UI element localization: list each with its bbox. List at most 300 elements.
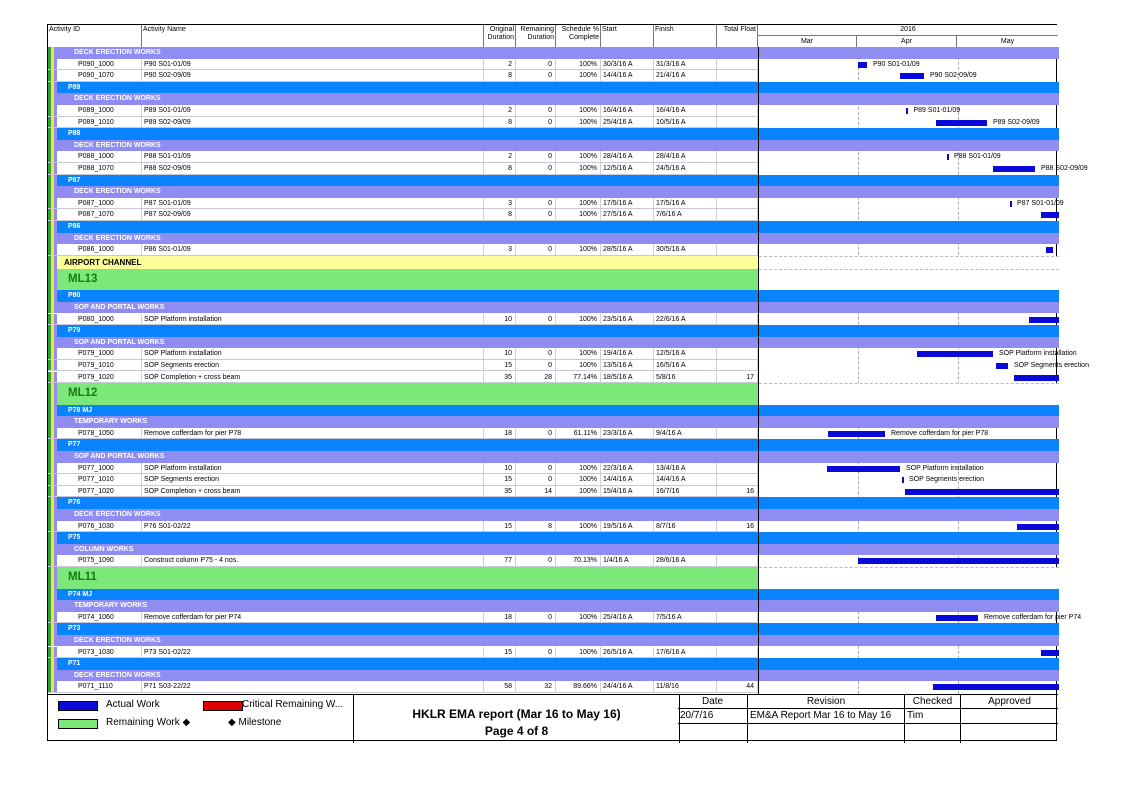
gantt-band — [759, 497, 1059, 509]
outline-stripe — [54, 451, 57, 463]
checked-empty-cell — [905, 724, 961, 743]
col-remaining-duration-label-1: Remaining — [520, 26, 554, 33]
activity-name-cell: Construct column P75 - 4 nos. — [142, 555, 484, 566]
outline-stripe — [54, 681, 57, 692]
pier-group-row[interactable] — [48, 589, 758, 601]
gantt-band — [759, 233, 1059, 245]
activity-id-cell: P079_1020 — [58, 372, 142, 383]
activity-id-cell: P080_1000 — [58, 314, 142, 325]
gantt-bar[interactable] — [936, 120, 987, 126]
start-date-cell: 25/4/16 A — [601, 612, 654, 623]
pier-group-row[interactable] — [48, 497, 758, 509]
total-float-cell — [717, 117, 758, 128]
activity-id-cell: P089_1010 — [58, 117, 142, 128]
gantt-band — [759, 544, 1059, 556]
activity-id-cell: P077_1010 — [58, 474, 142, 485]
col-original-duration[interactable] — [484, 25, 516, 47]
group-label: P86 — [68, 223, 81, 230]
schedule-complete-cell: 100% — [556, 151, 601, 162]
activity-id-cell: P087_1070 — [58, 209, 142, 220]
gantt-bar[interactable] — [858, 62, 867, 68]
group-label: P79 — [68, 327, 81, 335]
total-float-cell — [717, 163, 758, 174]
total-float-cell — [717, 198, 758, 209]
pier-group-row[interactable] — [48, 175, 758, 187]
schedule-sheet — [47, 24, 1089, 741]
schedule-complete-cell: 100% — [556, 163, 601, 174]
works-group-row[interactable] — [48, 337, 758, 349]
group-label: DECK ERECTION WORKS — [74, 141, 161, 149]
approved-value — [961, 709, 1058, 724]
col-activity-id-label: Activity ID — [49, 26, 81, 33]
gantt-bar-label: SOP Segments erection — [1014, 361, 1089, 369]
col-schedule-complete[interactable] — [556, 25, 601, 47]
original-duration-cell: 18 — [484, 612, 516, 623]
gantt-bar[interactable] — [827, 466, 901, 472]
schedule-complete-cell: 100% — [556, 360, 601, 371]
schedule-complete-cell: 89.66% — [556, 681, 601, 692]
gantt-bar[interactable] — [996, 363, 1008, 369]
group-label: SOP AND PORTAL WORKS — [74, 338, 165, 346]
outline-stripe — [54, 416, 57, 428]
activity-id-cell: P088_1000 — [58, 151, 142, 162]
remaining-duration-cell: 14 — [516, 486, 556, 497]
outline-stripe — [54, 555, 57, 566]
outline-stripe — [54, 383, 57, 405]
start-date-cell: 26/5/16 A — [601, 647, 654, 658]
gantt-bar[interactable] — [828, 431, 885, 437]
activity-name-cell: P89 S02-09/09 — [142, 117, 484, 128]
schedule-complete-cell: 100% — [556, 209, 601, 220]
col-finish[interactable] — [654, 25, 717, 47]
col-activity-name-label: Activity Name — [143, 26, 186, 33]
works-group-row[interactable] — [48, 47, 758, 59]
section-row[interactable] — [48, 383, 758, 405]
gantt-bar[interactable] — [1029, 317, 1059, 323]
gantt-bar[interactable] — [917, 351, 994, 357]
schedule-complete-cell: 61.11% — [556, 428, 601, 439]
works-group-row[interactable] — [48, 233, 758, 245]
remaining-duration-cell: 0 — [516, 59, 556, 70]
gantt-bar-label: P90 S01-01/09 — [873, 60, 920, 68]
activity-row[interactable] — [48, 198, 758, 210]
gantt-bar[interactable] — [902, 477, 904, 483]
activity-row[interactable] — [48, 474, 758, 486]
start-date-cell: 30/3/16 A — [601, 59, 654, 70]
outline-stripe — [54, 256, 57, 269]
original-duration-cell: 2 — [484, 151, 516, 162]
outline-stripe — [54, 623, 57, 635]
gantt-bar-label: P89 S02-09/09 — [993, 118, 1040, 126]
col-remaining-duration-label-2: Duration — [527, 34, 554, 41]
original-duration-cell: 35 — [484, 486, 516, 497]
total-float-cell — [717, 70, 758, 81]
total-float-cell: 17 — [717, 372, 758, 383]
activity-row[interactable] — [48, 372, 758, 384]
start-date-cell: 27/5/16 A — [601, 209, 654, 220]
outline-stripe — [54, 567, 57, 589]
activity-row[interactable] — [48, 151, 758, 163]
activity-row[interactable] — [48, 163, 758, 175]
group-label: P78 MJ — [68, 406, 93, 414]
page-number: Page 4 of 8 — [484, 724, 549, 738]
activity-id-cell: P089_1000 — [58, 105, 142, 116]
activity-name-cell: SOP Platform installation — [142, 314, 484, 325]
start-date-cell: 16/4/16 A — [601, 105, 654, 116]
activity-name-cell: P73 S01-02/22 — [142, 647, 484, 658]
col-activity-name[interactable] — [142, 25, 484, 47]
gantt-bar-label: SOP Platform installation — [999, 350, 1077, 358]
pier-group-row[interactable] — [48, 221, 758, 233]
gantt-bar[interactable] — [905, 489, 1060, 495]
gantt-band — [759, 635, 1059, 647]
outline-stripe — [54, 117, 57, 128]
gantt-chart — [758, 47, 1089, 694]
outline-stripe — [54, 175, 57, 187]
gantt-bar[interactable] — [947, 154, 949, 160]
outline-stripe — [54, 497, 57, 509]
pier-group-row[interactable] — [48, 439, 758, 451]
col-remaining-duration[interactable] — [516, 25, 556, 47]
col-activity-id[interactable] — [48, 25, 142, 47]
gantt-bar[interactable] — [993, 166, 1035, 172]
group-label: DECK ERECTION WORKS — [74, 234, 161, 242]
outline-stripe — [54, 544, 57, 556]
outline-stripe — [54, 209, 57, 220]
section-row[interactable] — [48, 567, 758, 589]
activity-row[interactable] — [48, 521, 758, 533]
schedule-complete-cell: 100% — [556, 198, 601, 209]
group-label: P88 — [68, 130, 81, 138]
gantt-bar[interactable] — [900, 73, 924, 79]
activity-row[interactable] — [48, 612, 758, 624]
remaining-duration-cell: 0 — [516, 474, 556, 485]
gantt-bar[interactable] — [906, 108, 908, 114]
finish-date-cell: 9/4/16 A — [654, 428, 717, 439]
total-float-cell — [717, 244, 758, 255]
group-label: ML12 — [68, 387, 98, 400]
activity-name-cell: P88 S01-01/09 — [142, 151, 484, 162]
works-group-row[interactable] — [48, 600, 758, 612]
finish-date-cell: 10/5/16 A — [654, 117, 717, 128]
works-group-row[interactable] — [48, 544, 758, 556]
pier-group-row[interactable] — [48, 290, 758, 302]
finish-date-cell: 17/6/16 A — [654, 647, 717, 658]
gantt-bar[interactable] — [858, 558, 1059, 564]
gantt-band — [759, 175, 1059, 187]
activity-row[interactable] — [48, 209, 758, 221]
gantt-band — [759, 82, 1059, 94]
activity-name-cell: P90 S02-09/09 — [142, 70, 484, 81]
date-empty-cell — [678, 724, 748, 743]
activity-row[interactable] — [48, 428, 758, 440]
gantt-bar-label: P90 S02-09/09 — [930, 72, 977, 80]
group-label: P73 — [68, 625, 81, 633]
activity-row[interactable] — [48, 105, 758, 117]
original-duration-cell: 35 — [484, 372, 516, 383]
pier-group-row[interactable] — [48, 658, 758, 670]
works-group-row[interactable] — [48, 93, 758, 105]
gantt-bar[interactable] — [1046, 247, 1054, 253]
outline-stripe — [54, 509, 57, 521]
start-date-cell: 28/5/16 A — [601, 244, 654, 255]
start-date-cell: 12/5/16 A — [601, 163, 654, 174]
group-label: SOP AND PORTAL WORKS — [74, 453, 165, 460]
total-float-cell: 16 — [717, 486, 758, 497]
original-duration-cell: 18 — [484, 428, 516, 439]
original-duration-cell: 10 — [484, 463, 516, 474]
gantt-bar[interactable] — [936, 615, 978, 621]
finish-date-cell: 16/4/16 A — [654, 105, 717, 116]
original-duration-cell: 15 — [484, 474, 516, 485]
gantt-band — [759, 337, 1059, 349]
remaining-duration-cell: 0 — [516, 117, 556, 128]
works-group-row[interactable] — [48, 670, 758, 682]
activity-row[interactable] — [48, 555, 758, 567]
gantt-bar[interactable] — [1041, 212, 1059, 218]
activity-name-cell: P76 S01-02/22 — [142, 521, 484, 532]
finish-date-cell: 28/6/16 A — [654, 555, 717, 566]
group-label: P77 — [68, 441, 81, 449]
activity-row[interactable] — [48, 463, 758, 475]
outline-stripe — [54, 244, 57, 255]
schedule-rows — [48, 47, 1089, 694]
remaining-duration-cell: 0 — [516, 612, 556, 623]
section-row[interactable] — [48, 269, 758, 291]
activity-name-cell: P88 S02-09/09 — [142, 163, 484, 174]
col-start[interactable] — [601, 25, 654, 47]
activity-row[interactable] — [48, 314, 758, 326]
finish-date-cell: 28/4/16 A — [654, 151, 717, 162]
gantt-bar[interactable] — [933, 684, 1059, 690]
gantt-band — [759, 451, 1059, 463]
activity-row[interactable] — [48, 117, 758, 129]
gantt-band — [759, 140, 1059, 152]
activity-name-cell: P87 S01-01/09 — [142, 198, 484, 209]
group-label: ML11 — [68, 571, 97, 583]
start-date-cell: 25/4/16 A — [601, 117, 654, 128]
outline-stripe — [54, 70, 57, 81]
timescale-year: 2016 — [758, 25, 1058, 36]
channel-row[interactable] — [48, 256, 758, 269]
checked-value: Tim — [905, 709, 961, 724]
original-duration-cell: 10 — [484, 348, 516, 359]
col-finish-label: Finish — [655, 26, 674, 33]
outline-stripe — [54, 233, 57, 245]
finish-date-cell: 21/4/16 A — [654, 70, 717, 81]
works-group-row[interactable] — [48, 635, 758, 647]
total-float-cell — [717, 428, 758, 439]
gantt-band — [759, 221, 1059, 233]
gantt-bar[interactable] — [1014, 375, 1059, 381]
gantt-band — [759, 93, 1059, 105]
schedule-complete-cell: 100% — [556, 463, 601, 474]
activity-row[interactable] — [48, 681, 758, 693]
finish-date-cell: 16/5/16 A — [654, 360, 717, 371]
outline-stripe — [54, 486, 57, 497]
pier-group-row[interactable] — [48, 325, 758, 337]
legend-milestone-label — [228, 717, 281, 728]
works-group-row[interactable] — [48, 140, 758, 152]
schedule-complete-cell: 100% — [556, 348, 601, 359]
outline-stripe — [54, 47, 57, 59]
activity-name-cell: Remove cofferdam for pier P74 — [142, 612, 484, 623]
group-label: P87 — [68, 176, 81, 184]
activity-id-cell: P077_1020 — [58, 486, 142, 497]
gantt-bar[interactable] — [1041, 650, 1059, 656]
works-group-row[interactable] — [48, 302, 758, 314]
original-duration-cell: 15 — [484, 360, 516, 371]
group-label: DECK ERECTION WORKS — [74, 49, 161, 56]
start-date-cell: 13/5/16 A — [601, 360, 654, 371]
activity-id-cell: P074_1060 — [58, 612, 142, 623]
group-label: P80 — [68, 292, 81, 300]
activity-id-cell: P076_1030 — [58, 521, 142, 532]
group-label: P74 MJ — [68, 590, 93, 598]
gantt-band — [759, 416, 1059, 428]
finish-date-cell: 24/5/16 A — [654, 163, 717, 174]
outline-stripe — [54, 647, 57, 658]
gantt-band — [759, 128, 1059, 140]
activity-row[interactable] — [48, 486, 758, 498]
outline-stripe — [54, 198, 57, 209]
outline-stripe — [54, 439, 57, 451]
original-duration-cell: 2 — [484, 59, 516, 70]
outline-stripe — [54, 82, 57, 94]
revision-empty-cell — [748, 724, 905, 743]
activity-name-cell: P71 S03-22/22 — [142, 681, 484, 692]
start-date-cell: 23/5/16 A — [601, 314, 654, 325]
approved-empty-cell — [961, 724, 1058, 743]
pier-group-row[interactable] — [48, 532, 758, 544]
original-duration-cell: 2 — [484, 105, 516, 116]
remaining-duration-cell: 0 — [516, 244, 556, 255]
pier-group-row[interactable] — [48, 128, 758, 140]
finish-date-cell: 22/6/16 A — [654, 314, 717, 325]
gantt-bar-label: P88 S02-09/09 — [1041, 165, 1088, 172]
start-date-cell: 1/4/16 A — [601, 555, 654, 566]
pier-group-row[interactable] — [48, 623, 758, 635]
report-title-block — [353, 695, 680, 743]
activity-row[interactable] — [48, 360, 758, 372]
revision-header: Revision — [748, 695, 905, 709]
remaining-duration-cell: 0 — [516, 463, 556, 474]
timescale-month-apr: Apr — [857, 36, 957, 47]
activity-id-cell: P090_1070 — [58, 70, 142, 81]
activity-row[interactable] — [48, 244, 758, 256]
activity-row[interactable] — [48, 59, 758, 71]
gantt-bar-label: SOP Segments erection — [909, 476, 984, 484]
outline-stripe — [54, 670, 57, 682]
remaining-duration-cell: 0 — [516, 428, 556, 439]
activity-name-cell: SOP Segments erection — [142, 474, 484, 485]
group-label: DECK ERECTION WORKS — [74, 95, 161, 103]
outline-stripe — [54, 163, 57, 174]
finish-date-cell: 30/5/16 A — [654, 244, 717, 255]
original-duration-cell: 8 — [484, 163, 516, 174]
group-label: DECK ERECTION WORKS — [74, 636, 161, 644]
legend-critical-swatch — [203, 701, 243, 711]
gantt-bar-label: SOP Platform installation — [906, 464, 984, 472]
start-date-cell: 19/4/16 A — [601, 348, 654, 359]
activity-row[interactable] — [48, 647, 758, 659]
start-date-cell: 18/5/16 A — [601, 372, 654, 383]
schedule-complete-cell: 100% — [556, 314, 601, 325]
outline-stripe — [54, 532, 57, 544]
group-label: P75 — [68, 534, 81, 542]
outline-stripe — [54, 314, 57, 325]
pier-group-row[interactable] — [48, 82, 758, 94]
remaining-duration-cell: 8 — [516, 521, 556, 532]
works-group-row[interactable] — [48, 451, 758, 463]
activity-name-cell: P86 S01-01/09 — [142, 244, 484, 255]
timescale-month-may: May — [1000, 38, 1015, 45]
remaining-duration-cell: 0 — [516, 198, 556, 209]
outline-stripe — [54, 348, 57, 359]
outline-stripe — [54, 589, 57, 601]
col-schedule-complete-label-2: Complete — [569, 34, 599, 41]
works-group-row[interactable] — [48, 416, 758, 428]
activity-name-cell: P90 S01-01/09 — [142, 59, 484, 70]
activity-row[interactable] — [48, 348, 758, 360]
activity-row[interactable] — [48, 70, 758, 82]
outline-stripe — [54, 302, 57, 314]
gantt-band — [759, 325, 1059, 337]
revision-table — [678, 695, 1058, 743]
original-duration-cell: 8 — [484, 117, 516, 128]
activity-name-cell: SOP Segments erection — [142, 360, 484, 371]
group-label: ML13 — [68, 272, 98, 285]
pier-group-row[interactable] — [48, 405, 758, 417]
gantt-bar[interactable] — [1010, 201, 1012, 207]
schedule-complete-cell: 77.14% — [556, 372, 601, 383]
outline-stripe — [54, 428, 57, 439]
original-duration-cell: 3 — [484, 244, 516, 255]
start-date-cell: 17/5/16 A — [601, 198, 654, 209]
works-group-row[interactable] — [48, 509, 758, 521]
total-float-cell — [717, 555, 758, 566]
total-float-cell — [717, 151, 758, 162]
col-total-float-label: Total Float — [723, 26, 756, 33]
gantt-band — [759, 670, 1059, 682]
timescale-month-mar: Mar — [758, 36, 857, 47]
original-duration-cell: 3 — [484, 198, 516, 209]
activity-name-cell: Remove cofferdam for pier P78 — [142, 428, 484, 439]
schedule-complete-cell: 100% — [556, 474, 601, 485]
finish-date-cell: 7/5/16 A — [654, 612, 717, 623]
group-label: P89 — [68, 83, 81, 91]
activity-name-cell: P87 S02-09/09 — [142, 209, 484, 220]
works-group-row[interactable] — [48, 186, 758, 198]
remaining-duration-cell: 0 — [516, 151, 556, 162]
activity-name-cell: P89 S01-01/09 — [142, 105, 484, 116]
remaining-duration-cell: 0 — [516, 348, 556, 359]
total-float-cell — [717, 612, 758, 623]
total-float-cell — [717, 209, 758, 220]
col-total-float[interactable] — [717, 25, 758, 47]
activity-id-cell: P073_1030 — [58, 647, 142, 658]
start-date-cell: 28/4/16 A — [601, 151, 654, 162]
gantt-bar[interactable] — [1017, 524, 1059, 530]
finish-date-cell: 31/3/16 A — [654, 59, 717, 70]
schedule-complete-cell: 100% — [556, 117, 601, 128]
col-original-duration-label-2: Duration — [487, 34, 514, 41]
outline-stripe — [54, 221, 57, 233]
finish-date-cell: 12/5/16 A — [654, 348, 717, 359]
total-float-cell — [717, 105, 758, 116]
activity-id-cell: P090_1000 — [58, 59, 142, 70]
schedule-complete-cell: 100% — [556, 70, 601, 81]
